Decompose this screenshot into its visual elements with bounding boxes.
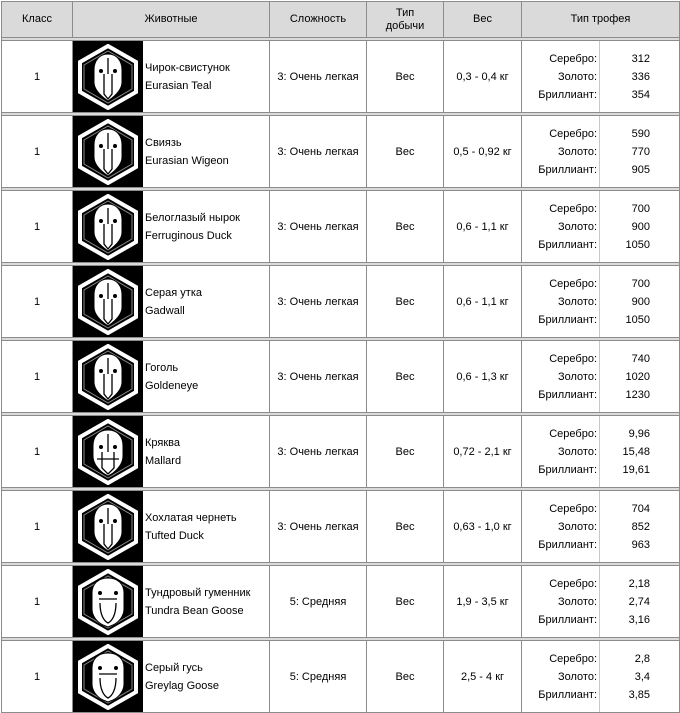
silver-value: 2,18 bbox=[628, 577, 650, 590]
table-row bbox=[2, 41, 680, 113]
gold-value: 900 bbox=[631, 295, 650, 308]
gold-value: 852 bbox=[631, 520, 650, 533]
trophy-cell bbox=[522, 416, 680, 488]
weight-cell: 0,3 - 0,4 кг bbox=[444, 41, 522, 113]
diamond-label: Бриллиант: bbox=[538, 313, 597, 326]
class-cell: 1 bbox=[2, 266, 73, 338]
animal-name-ru: Белоглазый нырок bbox=[145, 211, 240, 224]
animal-names bbox=[143, 359, 198, 395]
animal-cell bbox=[73, 41, 270, 113]
gold-value: 3,4 bbox=[634, 670, 650, 683]
silver-label: Серебро: bbox=[549, 52, 597, 65]
prey-type-cell: Вес bbox=[367, 41, 444, 113]
trophy-cell bbox=[522, 491, 680, 563]
class-cell: 1 bbox=[2, 191, 73, 263]
weight-cell: 1,9 - 3,5 кг bbox=[444, 566, 522, 638]
diamond-value: 19,61 bbox=[622, 463, 650, 476]
animal-cell bbox=[73, 191, 270, 263]
class-cell: 1 bbox=[2, 641, 73, 713]
animal-name-ru: Тундровый гуменник bbox=[145, 586, 251, 599]
diamond-value: 1050 bbox=[625, 313, 650, 326]
header-prey-type-line2: добычи bbox=[385, 19, 425, 32]
class-cell: 1 bbox=[2, 116, 73, 188]
animal-name-en: Tundra Bean Goose bbox=[145, 604, 244, 617]
gold-label: Золото: bbox=[557, 370, 597, 383]
diamond-label: Бриллиант: bbox=[538, 613, 597, 626]
difficulty-cell: 5: Средняя bbox=[270, 566, 367, 638]
diamond-value: 3,85 bbox=[628, 688, 650, 701]
difficulty-cell: 3: Очень легкая bbox=[270, 191, 367, 263]
animal-name-en: Mallard bbox=[145, 454, 182, 467]
weight-cell: 0,5 - 0,92 кг bbox=[444, 116, 522, 188]
animal-cell bbox=[73, 341, 270, 413]
table-row bbox=[2, 566, 680, 638]
difficulty-cell: 3: Очень легкая bbox=[270, 41, 367, 113]
animal-name-en: Tufted Duck bbox=[145, 529, 204, 542]
animal-cell bbox=[73, 491, 270, 563]
animal-name-ru: Чирок-свистунок bbox=[145, 61, 230, 74]
animal-name-ru: Серый гусь bbox=[145, 661, 203, 674]
class-cell: 1 bbox=[2, 491, 73, 563]
animal-name-en: Greylag Goose bbox=[145, 679, 219, 692]
gold-label: Золото: bbox=[557, 145, 597, 158]
prey-type-cell: Вес bbox=[367, 491, 444, 563]
duck-head-icon bbox=[75, 269, 141, 335]
trophy-cell bbox=[522, 641, 680, 713]
header-animals: Животные bbox=[73, 2, 270, 38]
animal-icon bbox=[73, 116, 143, 187]
diamond-label: Бриллиант: bbox=[538, 88, 597, 101]
table-row bbox=[2, 116, 680, 188]
silver-label: Серебро: bbox=[549, 202, 597, 215]
gold-value: 1020 bbox=[625, 370, 650, 383]
weight-cell: 0,6 - 1,3 кг bbox=[444, 341, 522, 413]
prey-type-cell: Вес bbox=[367, 266, 444, 338]
class-cell: 1 bbox=[2, 341, 73, 413]
difficulty-cell: 5: Средняя bbox=[270, 641, 367, 713]
diamond-value: 1230 bbox=[625, 388, 650, 401]
animal-cell bbox=[73, 416, 270, 488]
animal-names bbox=[143, 509, 237, 545]
animal-name-en: Eurasian Wigeon bbox=[145, 154, 229, 167]
header-weight: Вес bbox=[444, 2, 522, 38]
header-class: Класс bbox=[2, 2, 73, 38]
duck-head-icon bbox=[75, 494, 141, 560]
silver-label: Серебро: bbox=[549, 352, 597, 365]
header-prey-type-line1: Тип bbox=[395, 6, 415, 19]
animal-name-en: Goldeneye bbox=[145, 379, 199, 392]
gold-label: Золото: bbox=[557, 295, 597, 308]
diamond-label: Бриллиант: bbox=[538, 163, 597, 176]
prey-type-cell: Вес bbox=[367, 191, 444, 263]
prey-type-cell: Вес bbox=[367, 416, 444, 488]
trophy-cell bbox=[522, 266, 680, 338]
goose-head-icon bbox=[75, 569, 141, 635]
gold-value: 15,48 bbox=[622, 445, 650, 458]
animal-icon bbox=[73, 341, 143, 412]
gold-value: 900 bbox=[631, 220, 650, 233]
diamond-label: Бриллиант: bbox=[538, 688, 597, 701]
silver-label: Серебро: bbox=[549, 127, 597, 140]
animal-icon bbox=[73, 641, 143, 712]
animal-cell bbox=[73, 116, 270, 188]
trophy-cell bbox=[522, 341, 680, 413]
animal-name-ru: Свиязь bbox=[145, 136, 182, 149]
difficulty-cell: 3: Очень легкая bbox=[270, 116, 367, 188]
silver-value: 700 bbox=[631, 277, 650, 290]
gold-label: Золото: bbox=[557, 595, 597, 608]
trophy-cell bbox=[522, 41, 680, 113]
animal-names bbox=[143, 284, 202, 320]
silver-value: 700 bbox=[631, 202, 650, 215]
header-difficulty: Сложность bbox=[270, 2, 367, 38]
difficulty-cell: 3: Очень легкая bbox=[270, 266, 367, 338]
mallard-head-icon bbox=[75, 419, 141, 485]
silver-value: 312 bbox=[631, 52, 650, 65]
gold-label: Золото: bbox=[557, 220, 597, 233]
weight-cell: 0,6 - 1,1 кг bbox=[444, 191, 522, 263]
animal-icon bbox=[73, 266, 143, 337]
animal-names bbox=[143, 134, 229, 170]
animal-name-ru: Кряква bbox=[145, 436, 181, 449]
silver-label: Серебро: bbox=[549, 577, 597, 590]
duck-head-icon bbox=[75, 344, 141, 410]
trophy-cell bbox=[522, 191, 680, 263]
gold-value: 770 bbox=[631, 145, 650, 158]
diamond-label: Бриллиант: bbox=[538, 463, 597, 476]
animal-names bbox=[143, 584, 250, 620]
trophy-cell bbox=[522, 566, 680, 638]
table-row bbox=[2, 191, 680, 263]
animal-icon bbox=[73, 566, 143, 637]
table-row bbox=[2, 416, 680, 488]
diamond-label: Бриллиант: bbox=[538, 388, 597, 401]
duck-head-icon bbox=[75, 44, 141, 110]
animal-name-en: Eurasian Teal bbox=[145, 79, 212, 92]
animal-name-ru: Гоголь bbox=[145, 361, 179, 374]
header-trophy-type: Тип трофея bbox=[522, 2, 680, 38]
weight-cell: 0,72 - 2,1 кг bbox=[444, 416, 522, 488]
duck-head-icon bbox=[75, 119, 141, 185]
class-cell: 1 bbox=[2, 566, 73, 638]
silver-value: 704 bbox=[631, 502, 650, 515]
gold-value: 2,74 bbox=[628, 595, 650, 608]
table-row bbox=[2, 266, 680, 338]
animal-icon bbox=[73, 41, 143, 112]
animal-cell bbox=[73, 566, 270, 638]
diamond-value: 1050 bbox=[625, 238, 650, 251]
animal-name-ru: Хохлатая чернеть bbox=[145, 511, 237, 524]
gold-label: Золото: bbox=[557, 445, 597, 458]
silver-label: Серебро: bbox=[549, 277, 597, 290]
animal-name-en: Ferruginous Duck bbox=[145, 229, 232, 242]
gold-label: Золото: bbox=[557, 70, 597, 83]
diamond-value: 3,16 bbox=[628, 613, 650, 626]
prey-type-cell: Вес bbox=[367, 566, 444, 638]
silver-label: Серебро: bbox=[549, 427, 597, 440]
prey-type-cell: Вес bbox=[367, 341, 444, 413]
animal-cell bbox=[73, 641, 270, 713]
weight-cell: 0,6 - 1,1 кг bbox=[444, 266, 522, 338]
animal-icon bbox=[73, 191, 143, 262]
weight-cell: 0,63 - 1,0 кг bbox=[444, 491, 522, 563]
prey-type-cell: Вес bbox=[367, 641, 444, 713]
animal-name-ru: Серая утка bbox=[145, 286, 203, 299]
animal-cell bbox=[73, 266, 270, 338]
animal-trophy-table bbox=[1, 1, 680, 713]
silver-value: 590 bbox=[631, 127, 650, 140]
header-row bbox=[2, 2, 680, 38]
diamond-value: 963 bbox=[631, 538, 650, 551]
gold-label: Золото: bbox=[557, 670, 597, 683]
difficulty-cell: 3: Очень легкая bbox=[270, 416, 367, 488]
goose-head-icon bbox=[75, 644, 141, 710]
diamond-value: 354 bbox=[631, 88, 650, 101]
table-row bbox=[2, 491, 680, 563]
animal-names bbox=[143, 59, 230, 95]
gold-value: 336 bbox=[631, 70, 650, 83]
animal-name-en: Gadwall bbox=[145, 304, 185, 317]
difficulty-cell: 3: Очень легкая bbox=[270, 341, 367, 413]
duck-head-icon bbox=[75, 194, 141, 260]
silver-label: Серебро: bbox=[549, 652, 597, 665]
class-cell: 1 bbox=[2, 416, 73, 488]
weight-cell: 2,5 - 4 кг bbox=[444, 641, 522, 713]
trophy-cell bbox=[522, 116, 680, 188]
diamond-label: Бриллиант: bbox=[538, 538, 597, 551]
silver-value: 740 bbox=[631, 352, 650, 365]
gold-label: Золото: bbox=[557, 520, 597, 533]
table-row bbox=[2, 341, 680, 413]
animal-names bbox=[143, 659, 219, 695]
animal-names bbox=[143, 434, 181, 470]
silver-label: Серебро: bbox=[549, 502, 597, 515]
animal-names bbox=[143, 209, 240, 245]
animal-icon bbox=[73, 491, 143, 562]
diamond-value: 905 bbox=[631, 163, 650, 176]
diamond-label: Бриллиант: bbox=[538, 238, 597, 251]
silver-value: 2,8 bbox=[634, 652, 650, 665]
animal-icon bbox=[73, 416, 143, 487]
difficulty-cell: 3: Очень легкая bbox=[270, 491, 367, 563]
class-cell: 1 bbox=[2, 41, 73, 113]
prey-type-cell: Вес bbox=[367, 116, 444, 188]
header-prey-type bbox=[367, 2, 444, 38]
table-row bbox=[2, 641, 680, 713]
silver-value: 9,96 bbox=[628, 427, 650, 440]
